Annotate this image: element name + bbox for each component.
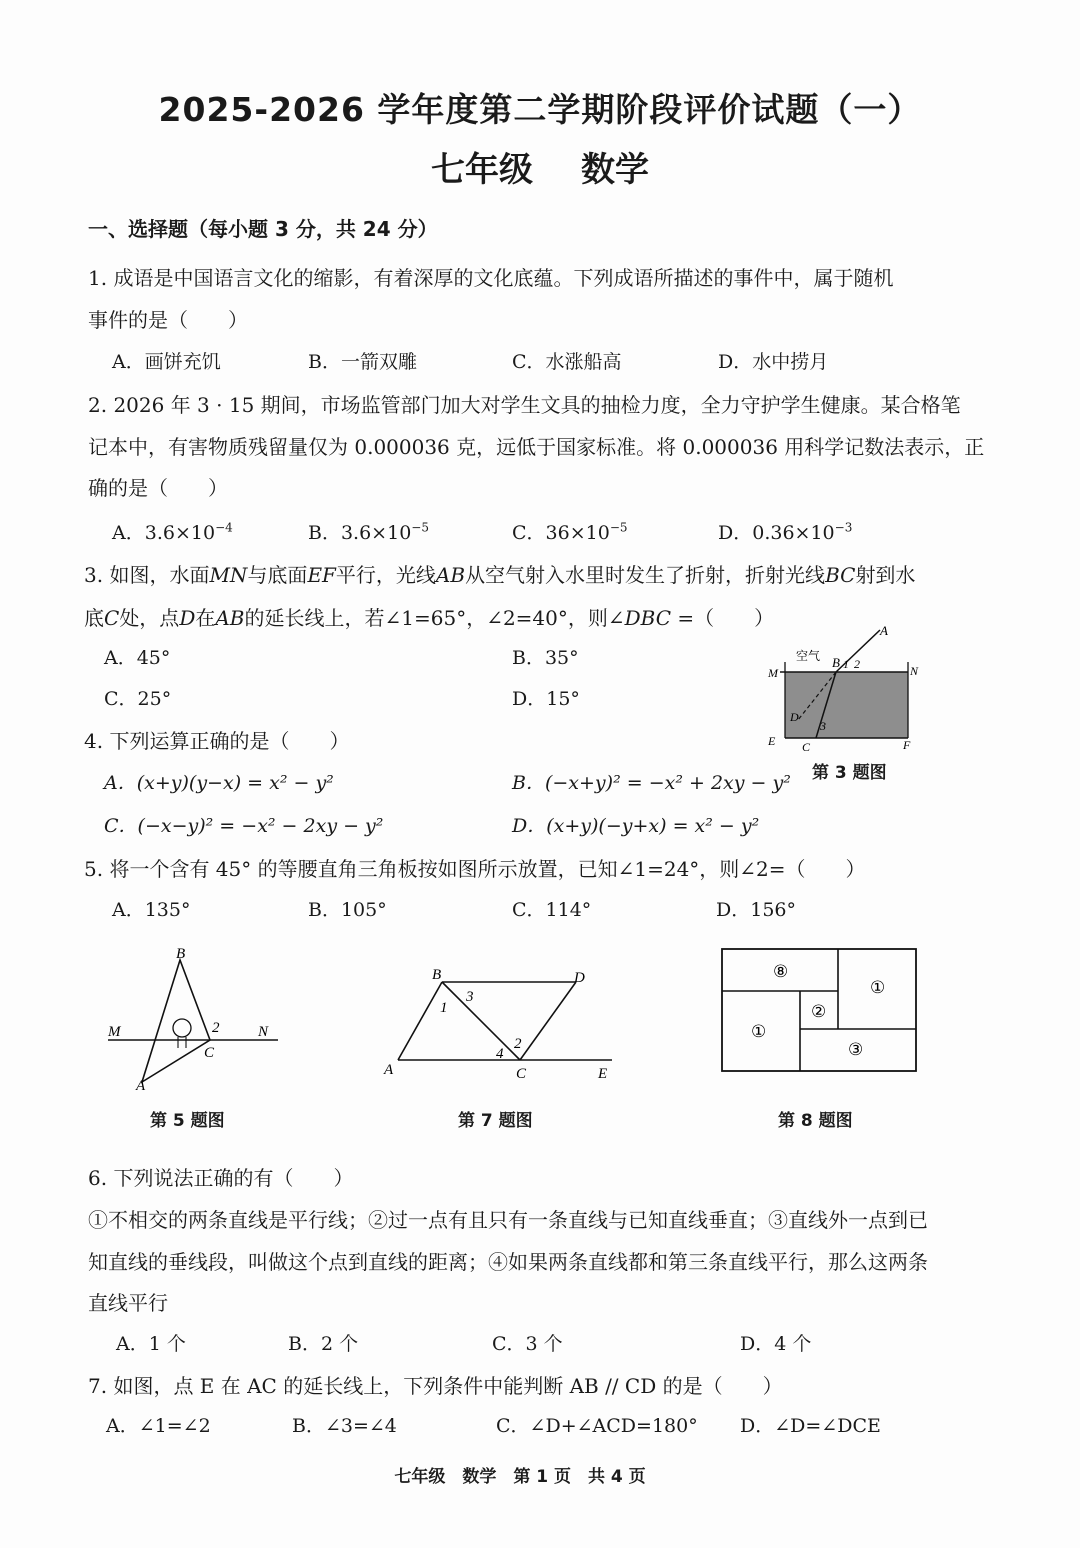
q4-option-a[interactable]: A．(x+y)(y−x) = x² − y² xyxy=(104,772,334,794)
q2-stem-line2: 记本中，有害物质残留量仅为 0.000036 克，远低于国家标准。将 0.000036 用科学记数法表示，正 xyxy=(88,435,985,459)
q6-option-a[interactable]: A．1 个 xyxy=(116,1333,186,1355)
fig5-caption: 第 5 题图 xyxy=(150,1111,225,1131)
q3-option-c[interactable]: C．25° xyxy=(104,688,172,710)
q3-stem-line2: 底C处，点D在AB的延长线上，若∠1=65°，∠2=40°，则∠DBC =（ ） xyxy=(84,606,775,630)
q4-option-d[interactable]: D．(x+y)(−y+x) = x² − y² xyxy=(512,815,760,837)
q2-option-d[interactable]: D．$0.36\times 10^{-3}$ xyxy=(718,520,853,544)
fig3-label-e: E xyxy=(768,734,776,748)
fig5-label-n: N xyxy=(258,1024,269,1040)
q6-statement-line2: 知直线的垂线段，叫做这个点到直线的距离；④如果两条直线都和第三条直线平行，那么这两条 xyxy=(88,1250,928,1274)
fig8-cell-center: ② xyxy=(811,1002,827,1021)
q6-statement-line3: 直线平行 xyxy=(88,1291,168,1315)
fig7-label-d: D xyxy=(574,970,585,986)
fig3-label-2: 2 xyxy=(854,657,860,671)
q2-option-b[interactable]: B．$3.6\times 10^{-5}$ xyxy=(308,520,429,544)
figure-q7 xyxy=(380,960,620,1090)
exam-title: 2025-2026 学年度第二学期阶段评价试题（一） xyxy=(158,90,922,129)
fig3-label-3: 3 xyxy=(820,719,826,733)
q3-option-a[interactable]: A．45° xyxy=(104,647,171,669)
q6-option-b[interactable]: B．2 个 xyxy=(288,1333,359,1355)
fig3-label-a: A xyxy=(880,623,888,638)
q3-stem-line1: 3. 如图，水面MN与底面EF平行，光线AB从空气射入水里时发生了折射，折射光线BC射到水 xyxy=(84,563,916,587)
q7-option-b[interactable]: B．∠3=∠4 xyxy=(292,1415,397,1437)
q1-option-a[interactable]: A．画饼充饥 xyxy=(112,351,221,373)
q4-option-b[interactable]: B．(−x+y)² = −x² + 2xy − y² xyxy=(512,772,791,794)
fig7-label-b: B xyxy=(432,967,442,983)
figure-q3 xyxy=(760,620,930,760)
water-region xyxy=(785,672,908,738)
fig8-caption: 第 8 题图 xyxy=(778,1111,853,1131)
q2-stem-line3: 确的是（ ） xyxy=(88,476,228,500)
q6-option-d[interactable]: D．4 个 xyxy=(740,1333,812,1355)
q4-stem: 4. 下列运算正确的是（ ） xyxy=(84,729,350,753)
q5-option-b[interactable]: B．105° xyxy=(308,899,387,921)
fig7-label-a: A xyxy=(384,1062,394,1078)
fig7-label-3: 3 xyxy=(466,989,474,1005)
fig7-label-c: C xyxy=(516,1066,527,1082)
q7-option-d[interactable]: D．∠D=∠DCE xyxy=(740,1415,881,1437)
figure-q8 xyxy=(718,945,920,1075)
q1-option-d[interactable]: D．水中捞月 xyxy=(718,351,829,373)
q1-stem-line1: 1. 成语是中国语言文化的缩影，有着深厚的文化底蕴。下列成语所描述的事件中，属于随机 xyxy=(88,266,894,290)
section-heading: 一、选择题（每小题 3 分，共 24 分） xyxy=(88,217,438,241)
q5-stem: 5. 将一个含有 45° 的等腰直角三角板按如图所示放置，已知∠1=24°，则∠2=（ ） xyxy=(84,857,866,881)
figure-q5 xyxy=(100,940,290,1100)
fig3-label-m: M xyxy=(768,666,778,680)
fig3-label-air: 空气 xyxy=(796,649,821,663)
fig7-label-e: E xyxy=(598,1066,608,1082)
fig5-label-c: C xyxy=(204,1045,215,1061)
fig5-label-2: 2 xyxy=(212,1020,220,1036)
fig7-caption: 第 7 题图 xyxy=(458,1111,533,1131)
q7-stem: 7. 如图，点 E 在 AC 的延长线上，下列条件中能判断 AB // CD 的是（ ） xyxy=(88,1374,783,1398)
q6-statement-line1: ①不相交的两条直线是平行线；②过一点有且只有一条直线与已知直线垂直；③直线外一点到已 xyxy=(88,1208,928,1232)
q7-option-a[interactable]: A．∠1=∠2 xyxy=(106,1415,211,1437)
fig3-label-b: B xyxy=(832,655,840,670)
q1-option-b[interactable]: B．一箭双雕 xyxy=(308,351,417,373)
q5-option-a[interactable]: A．135° xyxy=(112,899,191,921)
q6-stem: 6. 下列说法正确的有（ ） xyxy=(88,1166,354,1190)
q3-option-b[interactable]: B．35° xyxy=(512,647,579,669)
q7-option-c[interactable]: C．∠D+∠ACD=180° xyxy=(496,1415,698,1437)
fig8-cell-bottom: ③ xyxy=(848,1040,864,1059)
fig3-label-n: N xyxy=(910,664,919,678)
q6-option-c[interactable]: C．3 个 xyxy=(492,1333,563,1355)
q2-option-c[interactable]: C．$36\times 10^{-5}$ xyxy=(512,520,628,544)
fig8-cell-left: ① xyxy=(751,1022,767,1041)
page-footer: 七年级 数学 第 1 页 共 4 页 xyxy=(394,1467,646,1487)
fig3-caption: 第 3 题图 xyxy=(812,763,887,783)
fig5-label-m: M xyxy=(108,1024,121,1040)
q3-option-d[interactable]: D．15° xyxy=(512,688,580,710)
fig7-label-1: 1 xyxy=(440,1000,448,1016)
q1-stem-line2: 事件的是（ ） xyxy=(88,308,248,332)
fig7-label-4: 4 xyxy=(496,1046,504,1062)
grade-subject xyxy=(0,142,1080,191)
grade-label: 七年级 xyxy=(431,150,533,190)
fig3-label-c: C xyxy=(802,740,811,754)
fig5-label-b: B xyxy=(176,946,186,962)
q4-option-c[interactable]: C．(−x−y)² = −x² − 2xy − y² xyxy=(104,815,384,837)
q5-option-d[interactable]: D．156° xyxy=(716,899,796,921)
fig3-label-1: 1 xyxy=(843,657,849,671)
fig8-cell-top-left: ⑧ xyxy=(773,962,789,981)
q5-option-c[interactable]: C．114° xyxy=(512,899,592,921)
q1-option-c[interactable]: C．水涨船高 xyxy=(512,351,622,373)
q2-option-a[interactable]: A．$3.6\times 10^{-4}$ xyxy=(112,520,233,544)
fig5-label-a: A xyxy=(136,1078,146,1094)
subject-label: 数学 xyxy=(581,150,649,190)
fig8-cell-right: ① xyxy=(870,978,886,997)
q2-stem-line1: 2. 2026 年 3 · 15 期间，市场监管部门加大对学生文具的抽检力度，全力守护学生健康。某合格笔 xyxy=(88,393,961,417)
fig3-label-f: F xyxy=(903,738,911,752)
fig7-label-2: 2 xyxy=(514,1036,522,1052)
fig3-label-d: D xyxy=(790,710,799,724)
